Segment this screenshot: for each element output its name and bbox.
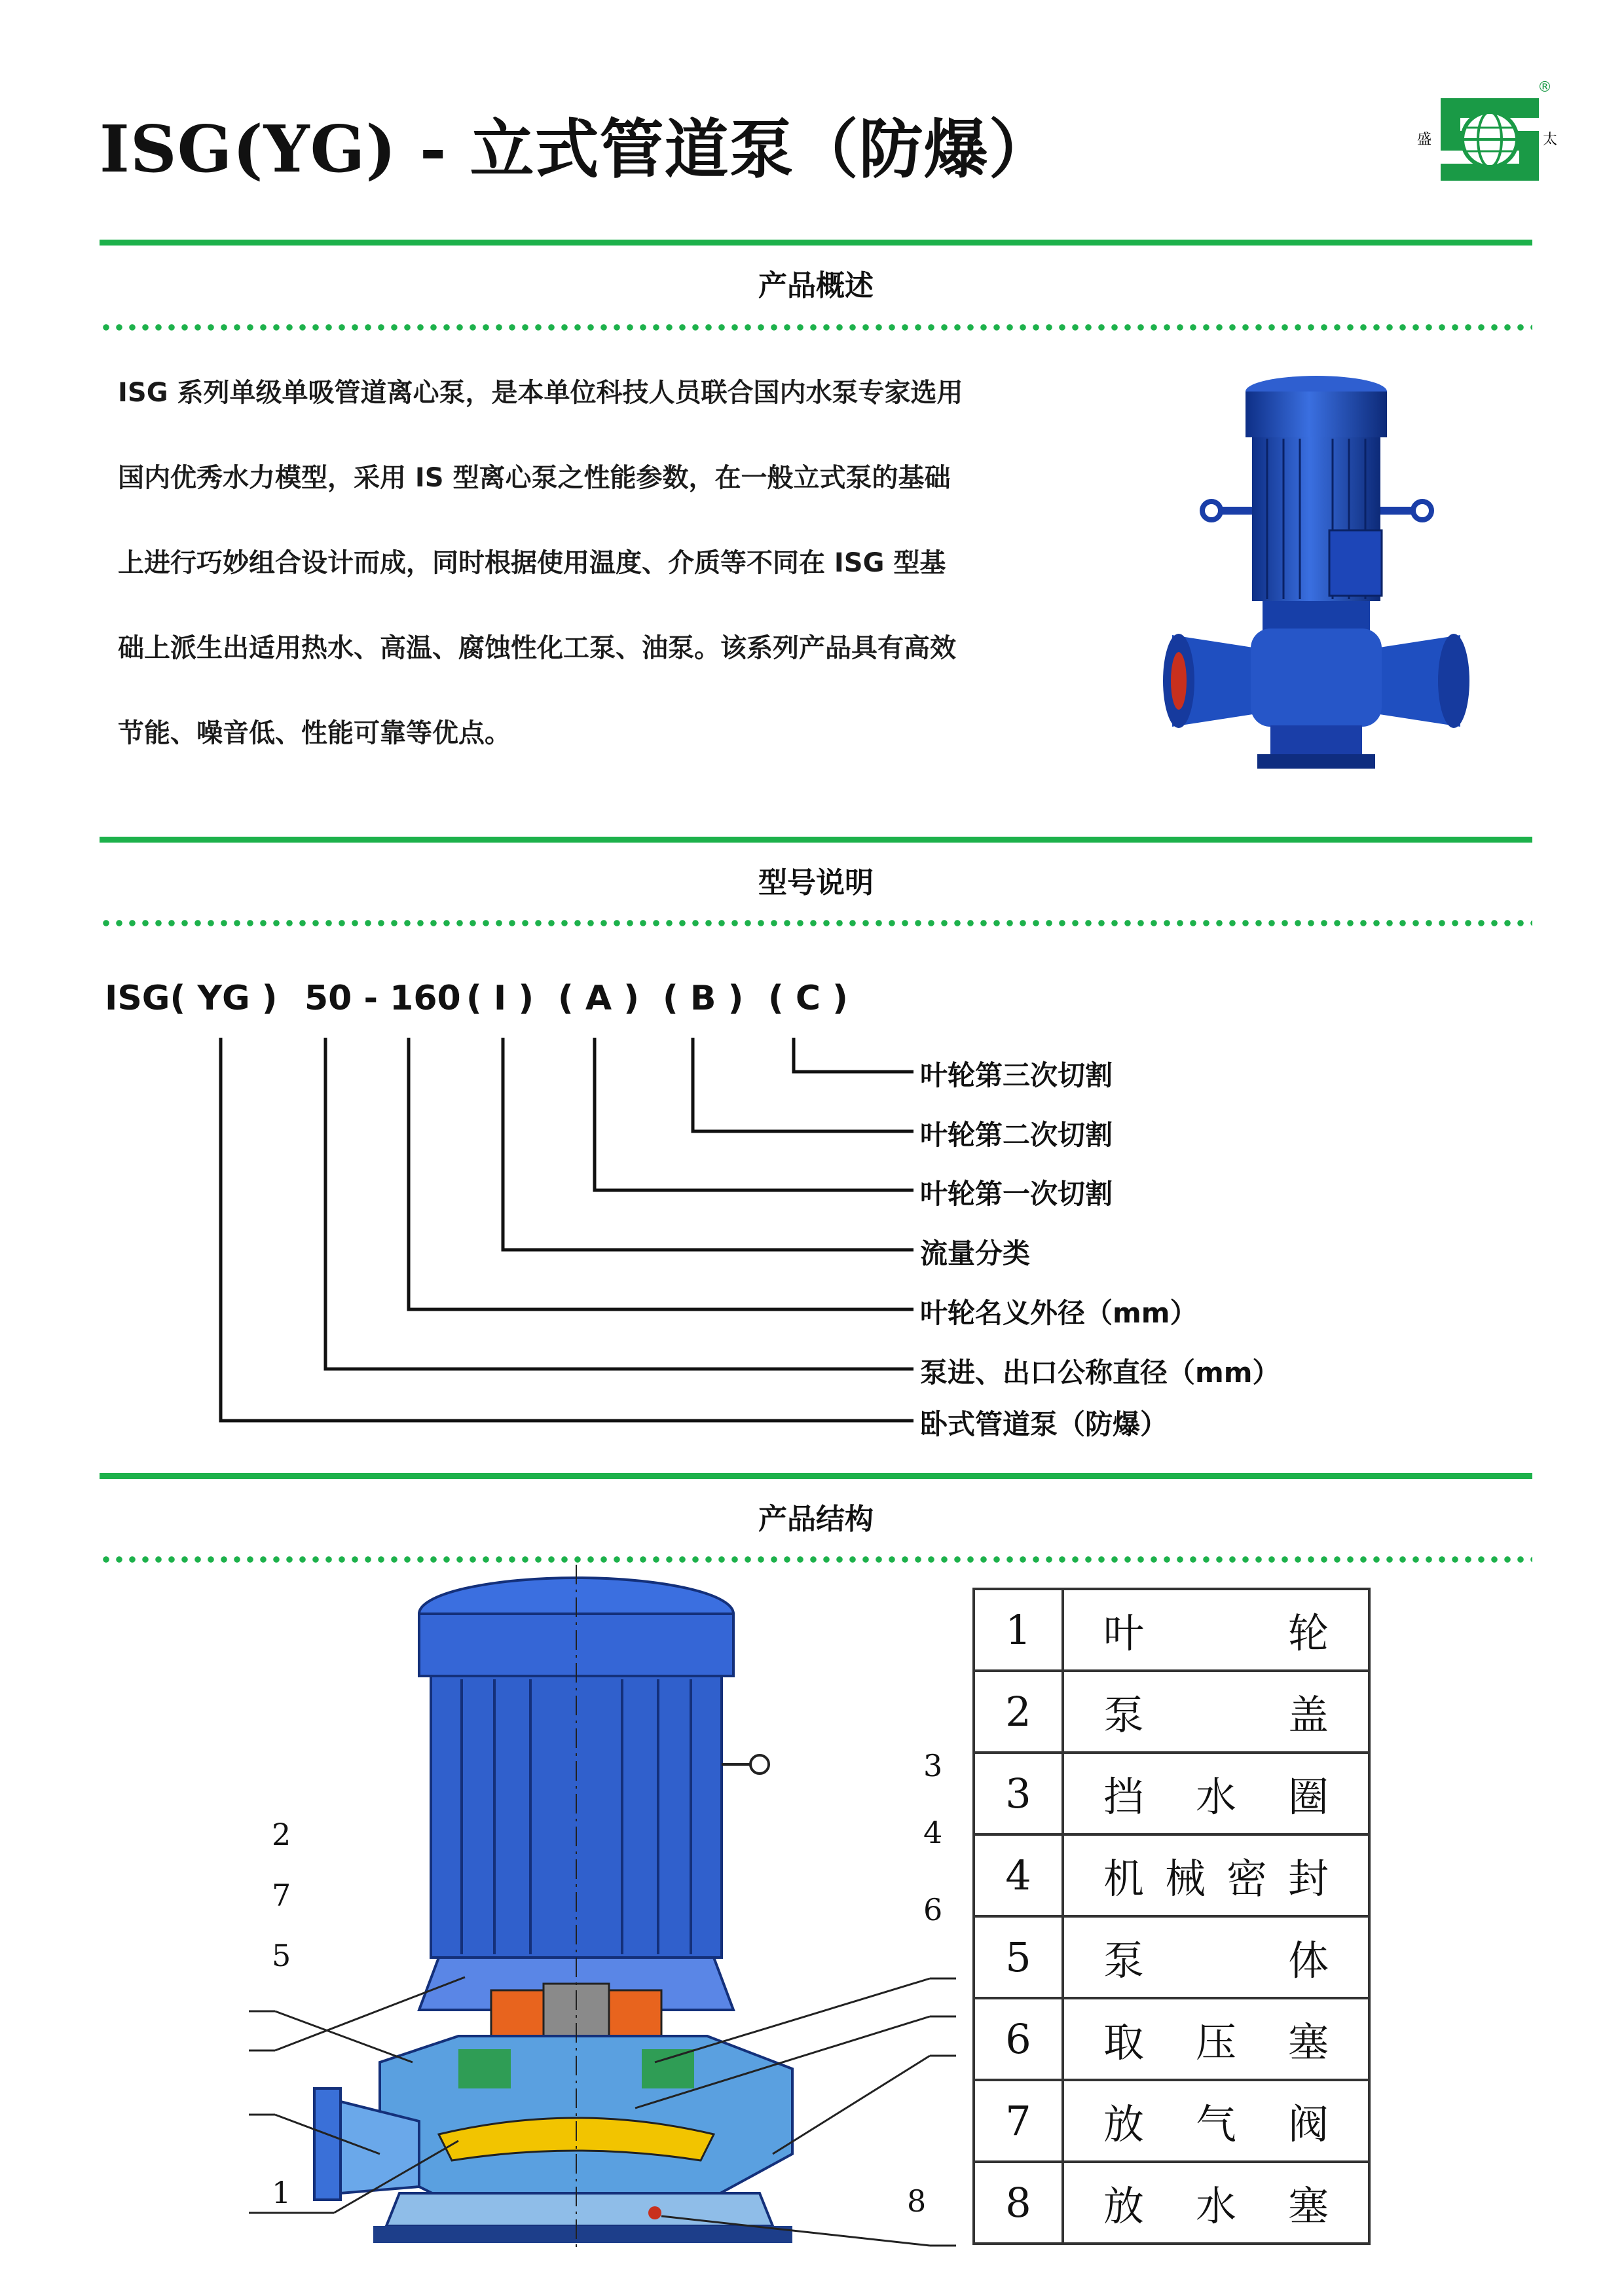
- registered-mark: ®: [1538, 79, 1552, 96]
- part-name: [1063, 2080, 1369, 2162]
- part-name-char: 压: [1195, 2018, 1236, 2066]
- part-name-chars: [1103, 2174, 1329, 2232]
- part-name-chars: [1103, 1846, 1329, 1904]
- overview-line: 上进行巧妙组合设计而成，同时根据使用温度、介质等不同在 ISG 型基: [118, 548, 946, 578]
- table-row: [974, 1589, 1369, 1671]
- code-cut-c: ( C ): [768, 979, 848, 1018]
- part-number: 3: [974, 1753, 1063, 1834]
- part-number: 7: [974, 2080, 1063, 2162]
- part-name-chars: [1103, 1683, 1329, 1741]
- callout-3: 3: [923, 1748, 943, 1783]
- part-name-char: 塞: [1287, 2182, 1329, 2230]
- logo-left-char: 盛: [1417, 132, 1432, 148]
- part-name: [1063, 1753, 1369, 1834]
- overview-text: [118, 363, 1048, 789]
- section-rule-structure: [100, 1473, 1532, 1479]
- parts-table: [972, 1588, 1371, 2245]
- callout-7: 7: [272, 1878, 291, 1913]
- legend-cut-2: 叶轮第二次切割: [920, 1119, 1113, 1151]
- part-name-char: 取: [1103, 2018, 1145, 2066]
- part-name-chars: [1103, 2010, 1329, 2068]
- callout-6: 6: [923, 1892, 943, 1927]
- part-name-chars: [1103, 1928, 1329, 1986]
- table-row: [974, 1834, 1369, 1916]
- callout-4: 4: [923, 1815, 943, 1850]
- part-name: [1063, 1834, 1369, 1916]
- part-name-char: 叶: [1103, 1609, 1145, 1657]
- section-rule-overview: [100, 240, 1532, 246]
- callout-5: 5: [272, 1938, 291, 1973]
- part-number: 4: [974, 1834, 1063, 1916]
- part-name-char: 轮: [1287, 1609, 1329, 1657]
- part-name-char: 水: [1195, 1773, 1236, 1821]
- overview-line: 节能、噪音低、性能可靠等优点。: [118, 718, 511, 748]
- table-row: [974, 2080, 1369, 2162]
- part-name-char: 密: [1226, 1855, 1267, 1903]
- part-name-char: 水: [1195, 2182, 1236, 2230]
- legend-flow: 流量分类: [920, 1237, 1031, 1269]
- callout-2: 2: [272, 1817, 291, 1852]
- part-name-chars: [1103, 1764, 1329, 1823]
- legend-series: 卧式管道泵（防爆）: [920, 1408, 1168, 1440]
- section-title-model: 型号说明: [758, 866, 874, 900]
- part-number: 6: [974, 1998, 1063, 2080]
- part-name-char: 挡: [1103, 1773, 1145, 1821]
- section-title-structure: 产品结构: [758, 1503, 874, 1536]
- part-name: [1063, 1671, 1369, 1753]
- pump-cutaway-diagram: [249, 1565, 989, 2252]
- part-name-char: 塞: [1287, 2018, 1329, 2066]
- part-name-char: 放: [1103, 2182, 1145, 2230]
- part-name-chars: [1103, 1601, 1329, 1659]
- code-series: ISG( YG ): [105, 979, 278, 1018]
- section-rule-model: [100, 837, 1532, 843]
- callout-8: 8: [907, 2183, 927, 2219]
- dotted-rule-model: [100, 920, 1532, 926]
- dotted-rule-overview: [100, 324, 1532, 331]
- part-name-char: 机: [1103, 1855, 1145, 1903]
- pump-photo: [1153, 367, 1480, 779]
- legend-cut-3: 叶轮第三次切割: [920, 1059, 1113, 1091]
- part-name: [1063, 1998, 1369, 2080]
- code-cut-b: ( B ): [663, 979, 744, 1018]
- part-name-char: 泵: [1103, 1691, 1145, 1739]
- table-row: [974, 1998, 1369, 2080]
- part-number: 1: [974, 1589, 1063, 1671]
- part-name-char: 放: [1103, 2100, 1145, 2148]
- part-name-char: 气: [1195, 2100, 1236, 2148]
- table-row: [974, 1753, 1369, 1834]
- part-name: [1063, 2162, 1369, 2244]
- overview-line: ISG 系列单级单吸管道离心泵，是本单位科技人员联合国内水泵专家选用: [118, 378, 963, 408]
- part-number: 8: [974, 2162, 1063, 2244]
- part-number: 2: [974, 1671, 1063, 1753]
- overview-line: 础上派生出适用热水、高温、腐蚀性化工泵、油泵。该系列产品具有高效: [118, 633, 956, 663]
- legend-nominal-diameter: 泵进、出口公称直径（mm）: [920, 1357, 1280, 1389]
- callout-1: 1: [272, 2175, 291, 2210]
- legend-impeller-diameter: 叶轮名义外径（mm）: [920, 1297, 1198, 1329]
- part-name-char: 泵: [1103, 1937, 1145, 1984]
- part-name-char: 阀: [1287, 2100, 1329, 2148]
- part-name-char: 圈: [1287, 1773, 1329, 1821]
- part-name-chars: [1103, 2092, 1329, 2150]
- table-row: [974, 2162, 1369, 2244]
- brand-logo: [1414, 72, 1559, 190]
- part-name: [1063, 1589, 1369, 1671]
- part-name-char: 体: [1287, 1937, 1329, 1984]
- part-name-char: 盖: [1287, 1691, 1329, 1739]
- overview-line: 国内优秀水力模型，采用 IS 型离心泵之性能参数，在一般立式泵的基础: [118, 463, 951, 493]
- table-row: [974, 1916, 1369, 1998]
- part-name-char: 械: [1164, 1855, 1206, 1903]
- code-flow: ( I ): [466, 979, 534, 1018]
- logo-right-char: 太: [1543, 132, 1558, 148]
- page-title: ISG(YG) - 立式管道泵（防爆）: [100, 112, 1054, 187]
- table-row: [974, 1671, 1369, 1753]
- part-number: 5: [974, 1916, 1063, 1998]
- code-cut-a: ( A ): [558, 979, 639, 1018]
- part-name: [1063, 1916, 1369, 1998]
- part-name-char: 封: [1287, 1855, 1329, 1903]
- code-size: 50 - 160: [304, 979, 461, 1018]
- section-title-overview: 产品概述: [758, 269, 874, 302]
- dotted-rule-structure: [100, 1556, 1532, 1563]
- legend-cut-1: 叶轮第一次切割: [920, 1178, 1113, 1210]
